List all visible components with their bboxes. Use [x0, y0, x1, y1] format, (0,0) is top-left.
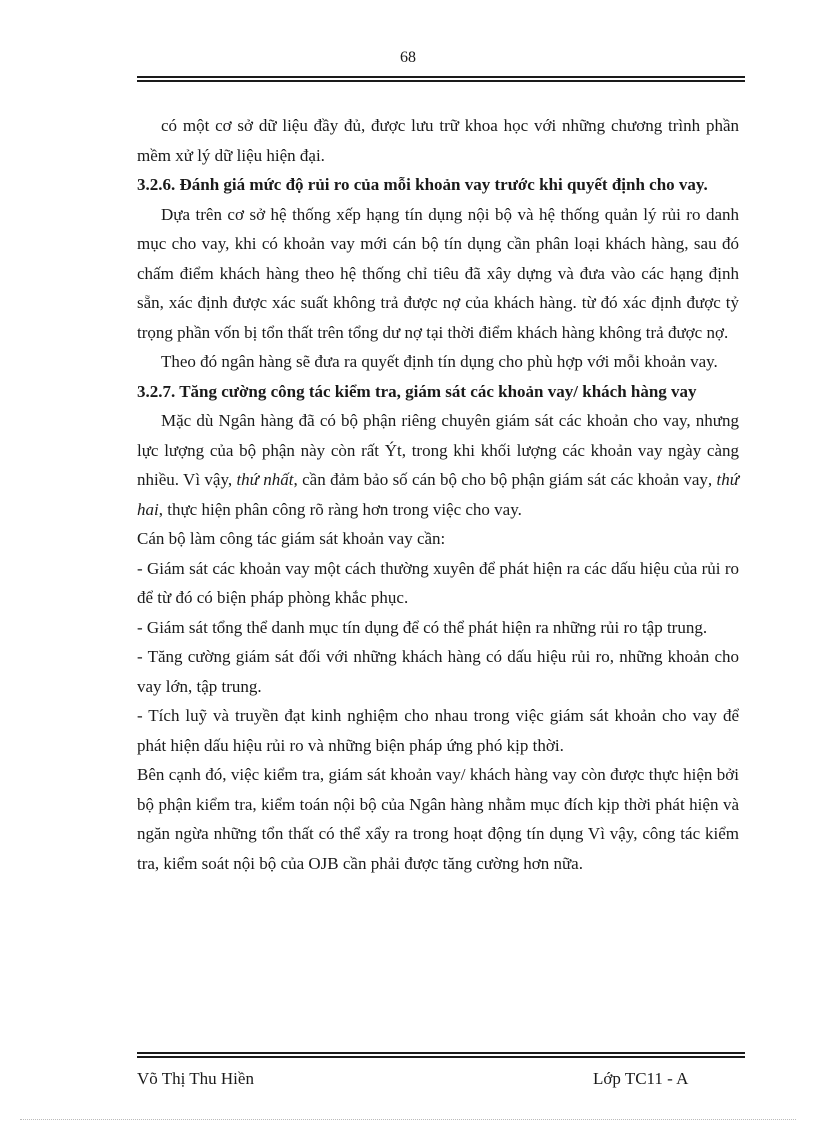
header-rule	[137, 76, 745, 82]
text-run: Mặc dù Ngân hàng đã có bộ phận riêng chuyên giám sát các khoản cho vay, nhưng lực lượng của bộ phận này còn rất Ýt, trong khi khối lượng các khoản vay ngày càng nhiều. Vì vậy,	[137, 411, 739, 489]
page-body	[137, 111, 739, 878]
text-run: , cần đảm bảo số cán bộ cho bộ phận giám sát các khoản vay	[293, 470, 708, 489]
page-number: 68	[400, 49, 416, 66]
emphasis-first: thứ nhất	[236, 470, 294, 489]
section-heading-3-2-6: 3.2.6. Đánh giá mức độ rủi ro của mỗi khoản vay trước khi quyết định cho vay.	[137, 175, 708, 194]
paragraph-supervision	[137, 406, 739, 524]
paragraph-staff-duties: Cán bộ làm công tác giám sát khoản vay cần:	[137, 529, 446, 548]
bullet-item: - Giám sát tổng thể danh mục tín dụng để có thể phát hiện ra những rủi ro tập trung.	[137, 617, 708, 637]
footer-class-label: Lớp TC11 - A	[593, 1069, 689, 1088]
paragraph-risk-assessment: Dựa trên cơ sở hệ thống xếp hạng tín dụng nội bộ và hệ thống quản lý rủi ro danh mục cho vay, khi có khoản vay mới cán bộ tín dụng cần phân loại khách hàng, sau đó chấm điểm khách hàng theo hệ thống chỉ tiêu đã xây dựng và đưa vào các hạng định sẵn, xác định được xác suất không trả được nợ của khách hàng. từ đó xác định được tỷ trọng phần vốn bị tổn thất trên tổng dư nợ tại thời điểm khách hàng không trả được nợ.	[137, 204, 739, 342]
page-edge-dotted-line	[20, 1119, 796, 1120]
footer-author: Võ Thị Thu Hiền	[137, 1069, 254, 1088]
paragraph-continuation: có một cơ sở dữ liệu đầy đủ, được lưu trữ khoa học với những chương trình phần mềm xử lý dữ liệu hiện đại.	[137, 116, 739, 165]
bullet-item: - Tích luỹ và truyền đạt kinh nghiệm cho nhau trong việc giám sát khoản cho vay để phát hiện dấu hiệu rủi ro và những biện pháp ứng phó kịp thời.	[137, 706, 739, 755]
bullet-item: - Giám sát các khoản vay một cách thường xuyên để phát hiện ra các dấu hiệu của rủi ro để từ đó có biện pháp phòng khắc phục.	[137, 558, 739, 607]
paragraph-internal-audit: Bên cạnh đó, việc kiểm tra, giám sát khoản vay/ khách hàng vay còn được thực hiện bởi bộ phận kiểm tra, kiểm toán nội bộ của Ngân hàng nhằm mục đích kịp thời phát hiện và ngăn ngừa những tổn thất có thể xẩy ra trong hoạt động tín dụng Vì vậy, công tác kiểm tra, kiểm soát nội bộ của OJB cần phải được tăng cường hơn nữa.	[137, 765, 739, 873]
bullet-item: - Tăng cường giám sát đối với những khách hàng có dấu hiệu rủi ro, những khoản cho vay lớn, tập trung.	[137, 647, 739, 696]
section-heading-3-2-7: 3.2.7. Tăng cường công tác kiểm tra, giám sát các khoản vay/ khách hàng vay	[137, 381, 697, 401]
emphasis-second: , thứ hai	[137, 470, 740, 519]
paragraph-credit-decision: Theo đó ngân hàng sẽ đưa ra quyết định tín dụng cho phù hợp với mỗi khoản vay.	[161, 352, 718, 371]
footer-rule	[137, 1052, 745, 1058]
text-run: , thực hiện phân công rõ ràng hơn trong việc cho vay.	[158, 499, 522, 519]
